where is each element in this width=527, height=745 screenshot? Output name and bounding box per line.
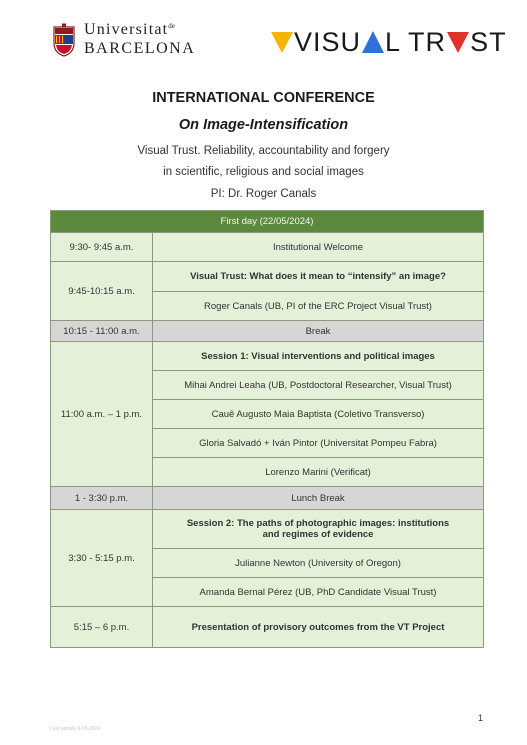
vt-word-part3: ST [470,27,507,57]
session1-speaker: Gloria Salvadó + Iván Pintor (Universitat Pompeu Fabra) [153,429,484,458]
table-row [51,342,484,371]
session2-title-line2: and regimes of evidence [262,529,374,540]
blue-triangle-icon [362,30,384,54]
ub-line2: BARCELONA [84,40,196,57]
session1-speaker: Lorenzo Marini (Verificat) [153,458,484,487]
keynote-time: 9:45-10:15 a.m. [51,262,153,321]
ub-wordmark [84,22,195,57]
red-triangle-icon [447,30,469,54]
day-header: First day (22/05/2024) [51,211,484,233]
break-row [51,321,484,342]
welcome-label: Institutional Welcome [153,233,484,262]
day-header-row [51,211,484,233]
conference-description-line2: in scientific, religious and social images [163,166,364,178]
ub-shield-icon [52,23,76,57]
session1-speaker: Mihai Andrei Leaha (UB, Postdoctoral Researcher, Visual Trust) [153,371,484,400]
conference-title: INTERNATIONAL CONFERENCE [152,90,375,106]
session1-time: 11:00 a.m. – 1 p.m. [51,342,153,487]
yellow-triangle-icon [271,30,293,54]
table-row [51,607,484,648]
table-row [51,233,484,262]
conference-description-line1: Visual Trust. Reliability, accountability and forgery [137,145,390,157]
visual-trust-logo [270,28,507,56]
session1-title: Session 1: Visual interventions and political images [153,342,484,371]
session1-speaker: Cauê Augusto Maia Baptista (Coletivo Transverso) [153,400,484,429]
ub-logo [52,22,195,57]
ub-line1: Universitat [84,21,169,38]
principal-investigator: PI: Dr. Roger Canals [210,188,317,200]
session2-title [153,510,484,549]
last-update: Last update 9-05-2024 [50,726,101,732]
closing-time: 5:15 – 6 p.m. [51,607,153,648]
vt-word-part1: VISU [294,27,362,57]
lunch-label: Lunch Break [153,487,484,510]
break-time: 10:15 - 11:00 a.m. [51,321,153,342]
lunch-time: 1 - 3:30 p.m. [51,487,153,510]
table-row [51,510,484,549]
session2-speaker: Amanda Bernal Pérez (UB, PhD Candidate Visual Trust) [153,578,484,607]
page-number: 1 [478,713,484,723]
lunch-row [51,487,484,510]
session2-title-line1: Session 2: The paths of photographic images: institutions [186,518,450,529]
welcome-time: 9:30- 9:45 a.m. [51,233,153,262]
keynote-title: Visual Trust: What does it mean to “intensify” an image? [153,262,484,292]
closing-label: Presentation of provisory outcomes from the VT Project [153,607,484,648]
keynote-speaker: Roger Canals (UB, PI of the ERC Project Visual Trust) [153,292,484,321]
table-row [51,262,484,292]
conference-subtitle: On Image-Intensification [178,117,349,133]
vt-word-part2: L TR [385,27,447,57]
session2-speaker: Julianne Newton (University of Oregon) [153,549,484,578]
schedule-table [50,210,484,648]
session2-time: 3:30 - 5:15 p.m. [51,510,153,607]
ub-line1-sup: de [168,22,175,30]
break-label: Break [153,321,484,342]
